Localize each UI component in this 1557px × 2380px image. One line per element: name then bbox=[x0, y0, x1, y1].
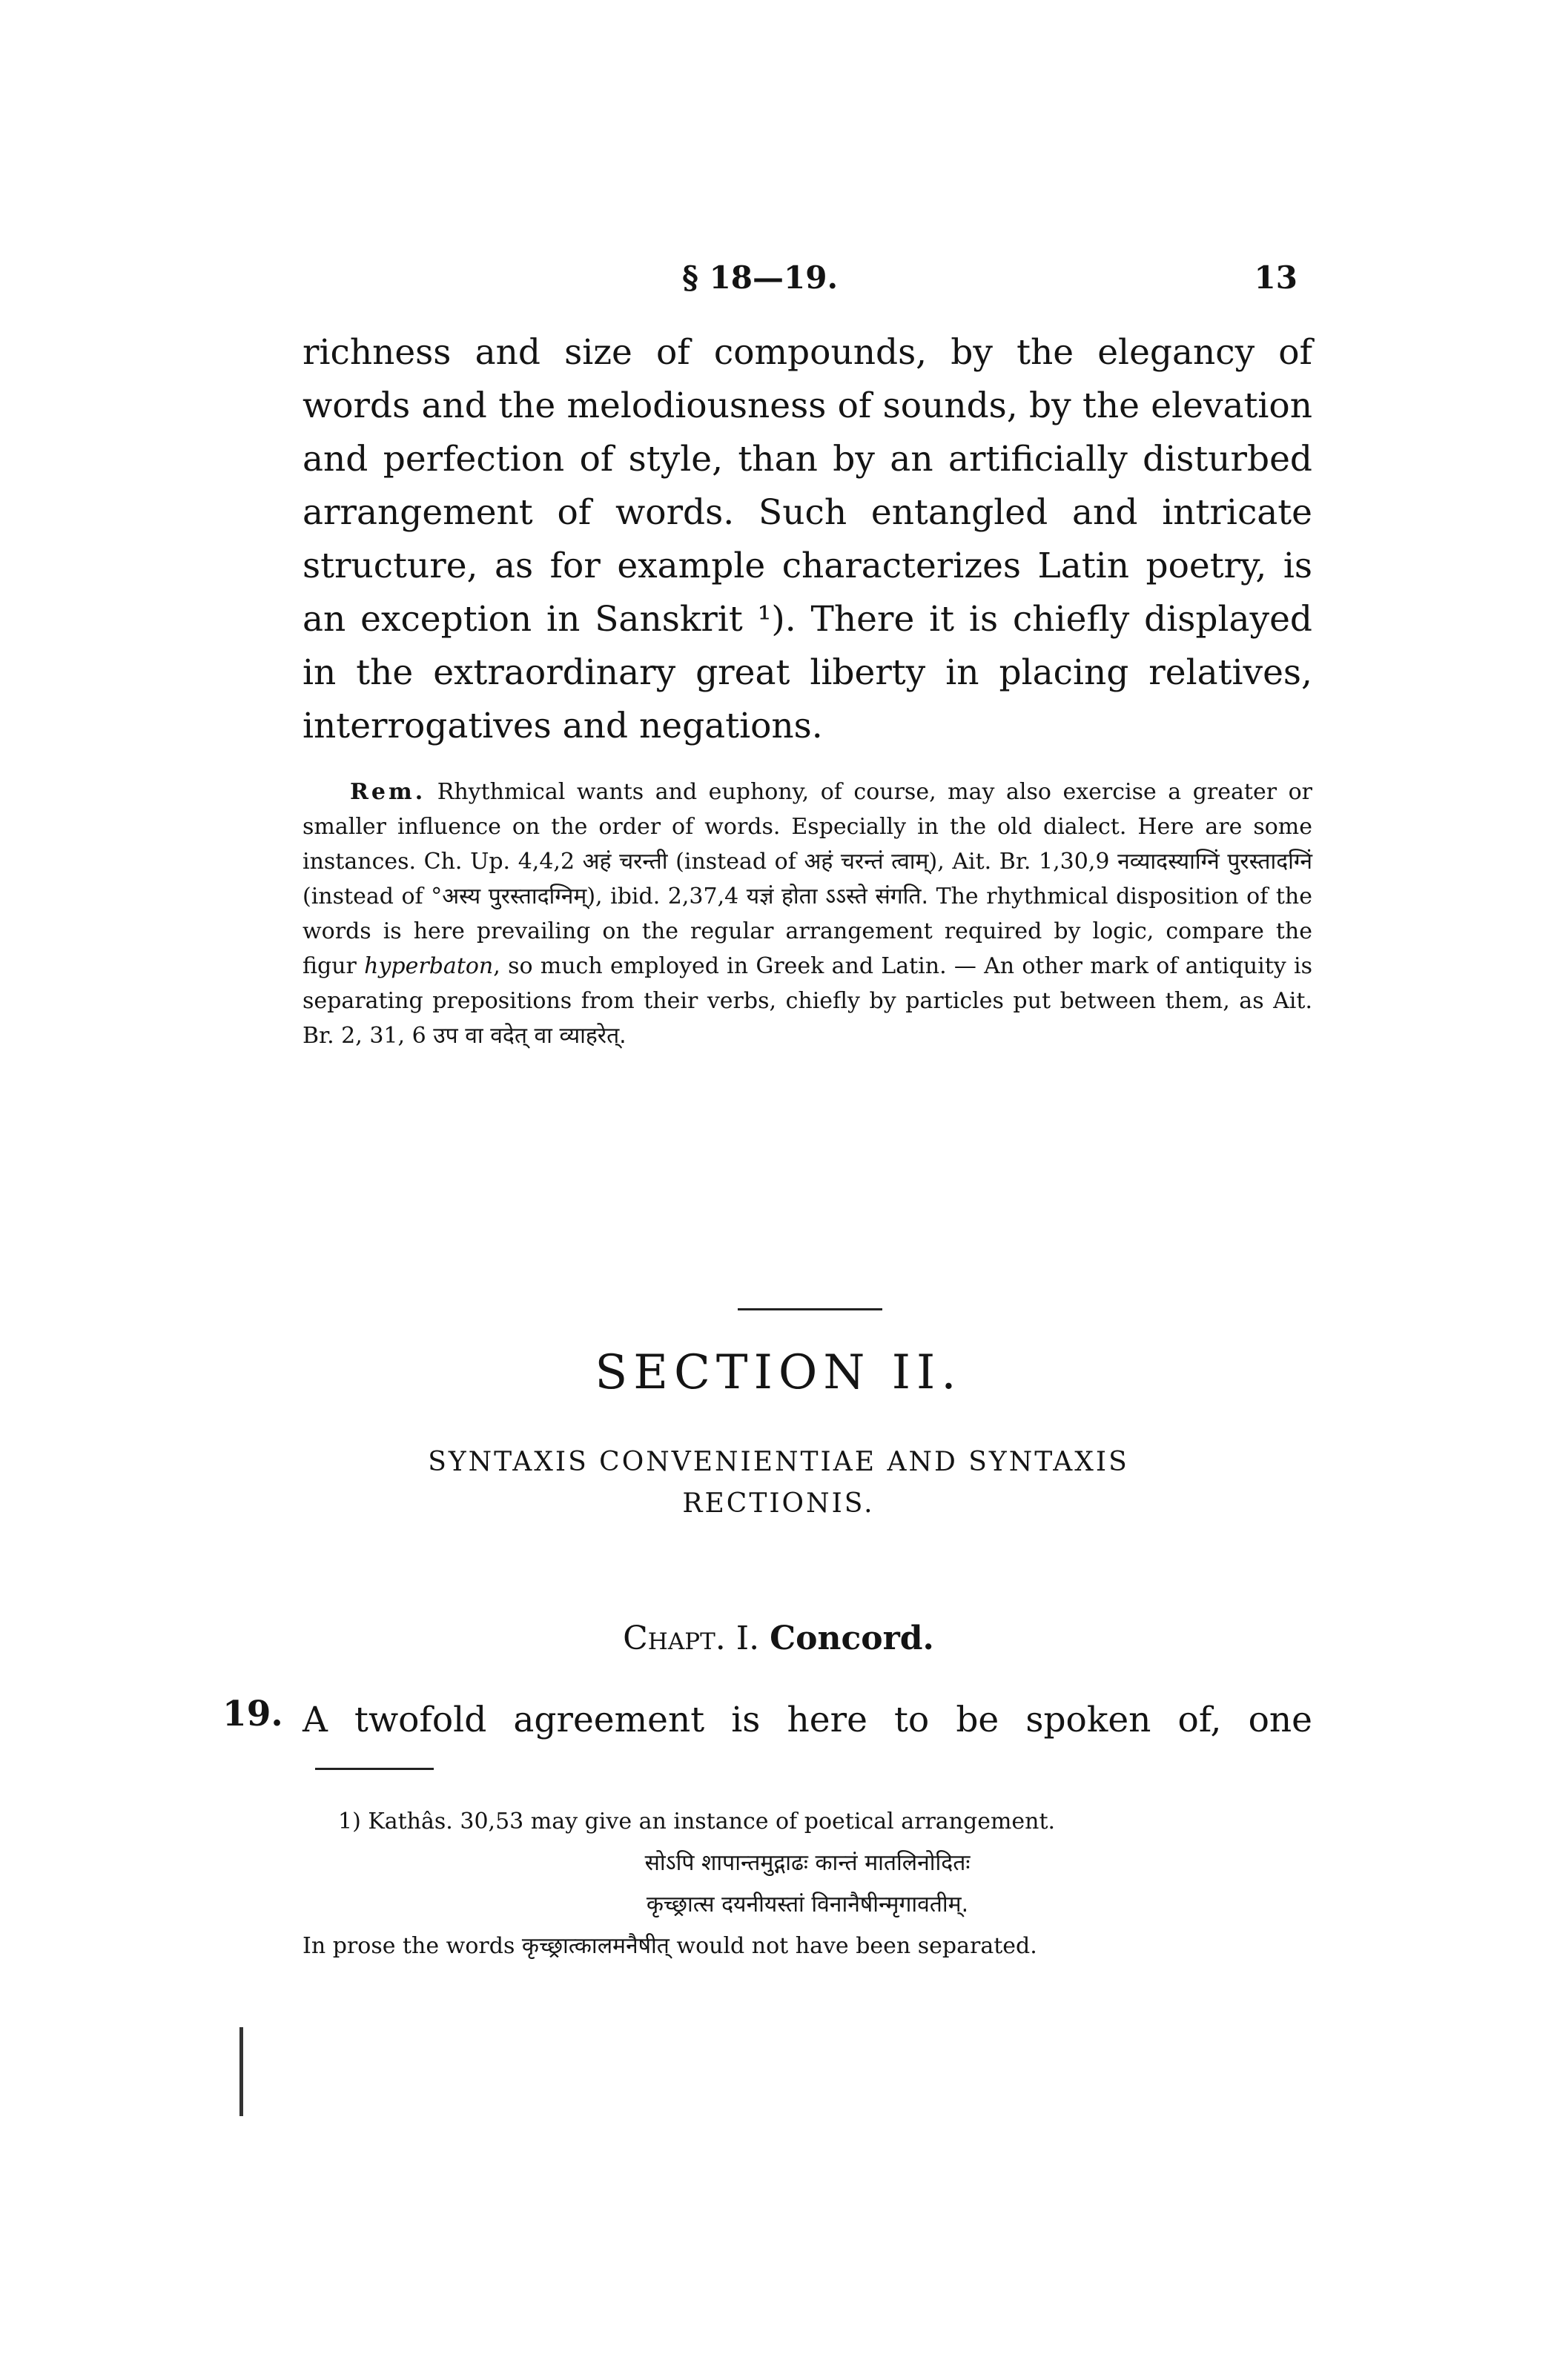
remark-block bbox=[303, 775, 1312, 1053]
footnote-line: 1) Kathâs. 30,53 may give an instance of poetical arrangement. bbox=[338, 1809, 1056, 1834]
devanagari-quote-5: यज्ञं होता ऽऽस्ते संगति. bbox=[746, 884, 929, 909]
chapter-title: Concord. bbox=[770, 1620, 934, 1657]
remark-text-1: Rhythmical wants and euphony, of course, may also exercise a greater or smaller influence on the order of words. Especially in the old dialect. Here are some instances. Ch. Up. 4,4,2 bbox=[303, 779, 1312, 875]
footnote-block bbox=[303, 1801, 1312, 1967]
section-title: SECTION II. bbox=[595, 1345, 962, 1400]
running-header bbox=[297, 259, 1298, 311]
devanagari-quote-1: अहं चरन्ती bbox=[582, 849, 668, 875]
section-subtitle bbox=[0, 1442, 1557, 1525]
footnote-devanagari: कृच्छ्रात्कालमनैषीत् bbox=[521, 1933, 670, 1959]
body-text: richness and size of compounds, by the elegancy of words and the melodiousness of sounds, by the elevation and perfection of style, than by an artificially disturbed arrangement of words. Such entangled and intricate structure, as for example characterizes Latin poetry, is an exception in Sanskrit ¹). There it is chiefly displayed in the extraordinary great liberty in placing relatives, interrogatives and negations. bbox=[303, 332, 1312, 746]
remark-label: Rem. bbox=[350, 779, 426, 805]
page-number: 13 bbox=[1254, 259, 1298, 296]
footnote-prose bbox=[303, 1926, 1312, 1967]
chapter-heading bbox=[0, 1620, 1557, 1657]
remark-text-6: The rhythmical disposition of the words is here prevailing on the regular arrangement required by logic, compare the figur bbox=[303, 884, 1312, 979]
remark-text-3: ), Ait. Br. 1,30,9 bbox=[928, 849, 1110, 875]
devanagari-quote-4: °अस्य पुरस्तादग्निम् bbox=[431, 884, 587, 909]
italic-term: hyperbaton bbox=[364, 953, 494, 979]
paragraph-number: 19. bbox=[222, 1694, 283, 1734]
footnote-rule bbox=[315, 1768, 434, 1770]
section-subtitle-line-2: RECTIONIS. bbox=[682, 1488, 875, 1519]
chapter-number: I. bbox=[735, 1620, 760, 1657]
footnote-verse-1: सोऽपि शापान्तमुद्गाढः कान्तं मातलिनोदितः bbox=[644, 1850, 971, 1876]
devanagari-quote-7: उप वा वदेत् वा व्याहरेत्. bbox=[433, 1023, 627, 1049]
remark-text-4: (instead of bbox=[303, 884, 423, 909]
footnote-verse-2: कृच्छ्रात्स दयनीयस्तां विनानैषीन्मृगावतीम्. bbox=[646, 1892, 969, 1917]
section-mark: § 18—19. bbox=[682, 259, 839, 296]
section-subtitle-line-1: SYNTAXIS CONVENIENTIAE AND SYNTAXIS bbox=[428, 1447, 1129, 1477]
remark-text-5: ), ibid. 2,37,4 bbox=[586, 884, 739, 909]
margin-mark bbox=[239, 2027, 243, 2116]
chapter-prefix: Chapt. bbox=[623, 1620, 726, 1657]
paragraph-19-text: A twofold agreement is here to be spoken of, one bbox=[303, 1700, 1312, 1740]
body-paragraph bbox=[303, 326, 1312, 753]
remark-text-2: (instead of bbox=[675, 849, 796, 875]
devanagari-quote-3: नव्यादस्याग्निं पुरस्तादग्निं bbox=[1117, 849, 1312, 875]
remark-text-7: , so much employed in Greek and Latin. — An other mark of antiquity is separating prepositions from their verbs, chiefly by particles put between them, as Ait. Br. 2, 31, 6 bbox=[303, 953, 1312, 1049]
footnote-prose-after: would not have been separated. bbox=[676, 1933, 1037, 1959]
section-divider bbox=[738, 1308, 882, 1310]
footnote-prose-before: In prose the words bbox=[303, 1933, 515, 1959]
devanagari-quote-2: अहं चरन्तं त्वाम् bbox=[804, 849, 929, 875]
